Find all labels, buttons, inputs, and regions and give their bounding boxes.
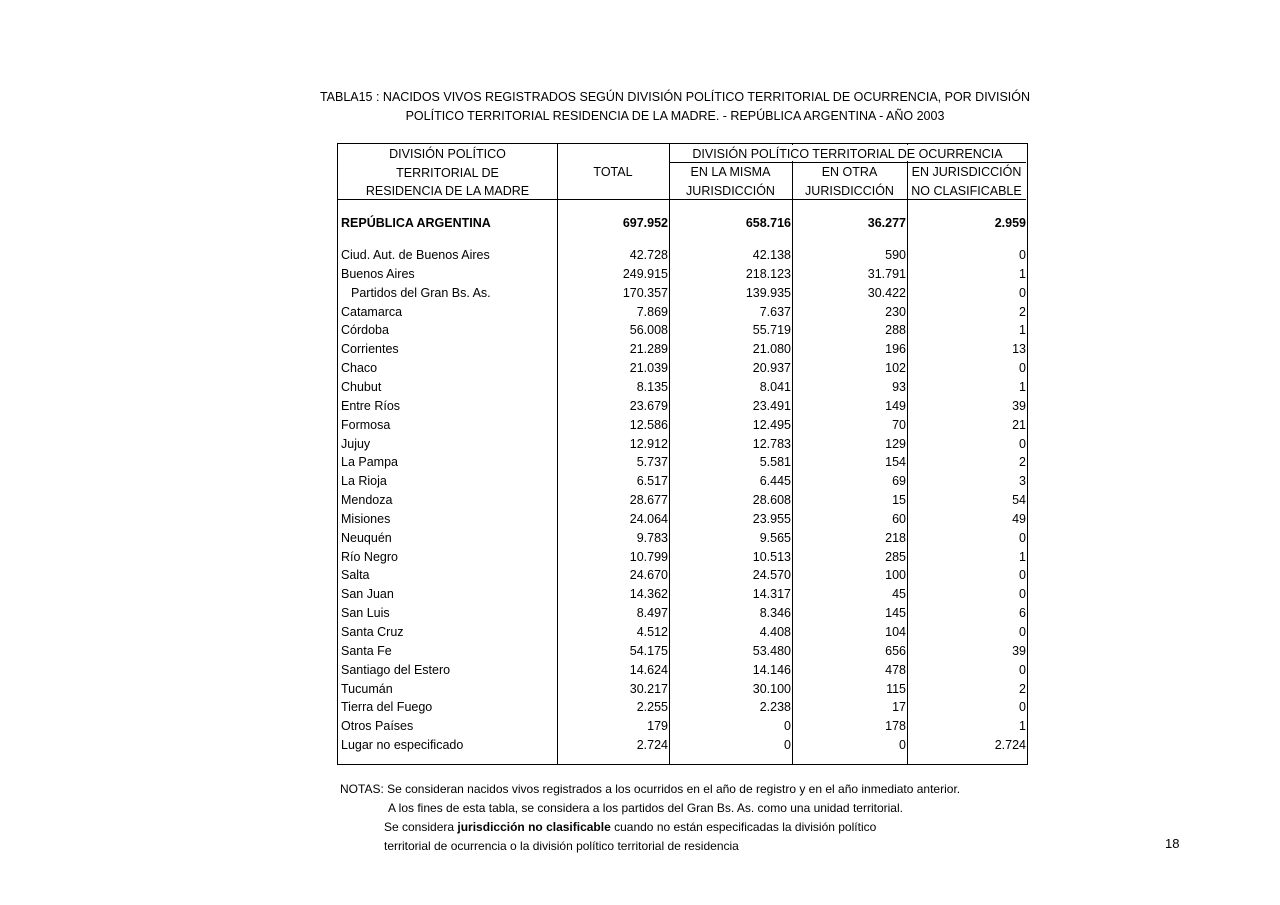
row-name: Partidos del Gran Bs. As. — [351, 285, 491, 300]
row-misma: 4.408 — [759, 625, 791, 639]
row-no-clasificable: 0 — [1019, 285, 1026, 300]
row-name: Jujuy — [341, 436, 371, 451]
table-row — [338, 623, 1029, 642]
header-ocurrencia: DIVISIÓN POLÍTICO TERRITORIAL DE OCURRENCIA — [692, 147, 1003, 161]
data-table — [337, 143, 1028, 765]
row-misma: 139.935 — [745, 285, 791, 300]
row-misma: 12.783 — [752, 436, 791, 451]
row-otra: 0 — [899, 738, 906, 753]
row-no-clasificable: 0 — [1019, 436, 1026, 451]
total-row — [338, 214, 1029, 233]
row-misma: 30.100 — [752, 681, 791, 696]
row-no-clasificable: 13 — [1012, 342, 1026, 357]
table-row — [338, 642, 1029, 661]
table-row — [338, 472, 1029, 491]
row-otra: 60 — [892, 511, 906, 526]
row-total: 9.783 — [636, 530, 668, 545]
row-total: 12.586 — [629, 417, 668, 432]
row-misma: 8.041 — [759, 379, 791, 394]
row-total: 170.357 — [622, 285, 668, 300]
row-otra: 100 — [885, 568, 906, 583]
row-total: 697.952 — [622, 216, 668, 230]
table-row — [338, 717, 1029, 736]
row-total: 5.737 — [636, 455, 668, 470]
row-otra: 70 — [892, 417, 906, 432]
notes-line-2: A los fines de esta tabla, se considera a los partidos del Gran Bs. As. como una unidad territorial. — [388, 801, 903, 815]
row-name: Lugar no especificado — [341, 738, 464, 753]
row-no-clasificable: 6 — [1019, 606, 1026, 621]
table-row — [338, 604, 1029, 623]
row-misma: 6.445 — [759, 474, 791, 489]
row-no-clasificable: 0 — [1019, 700, 1026, 715]
row-otra: 17 — [892, 700, 906, 715]
row-total: 24.670 — [629, 568, 668, 583]
row-otra: 478 — [885, 662, 906, 677]
row-no-clasificable: 1 — [1019, 719, 1026, 734]
row-name: Santiago del Estero — [341, 662, 451, 677]
row-name: Corrientes — [341, 342, 399, 357]
row-no-clasificable: 54 — [1012, 493, 1026, 508]
row-misma: 20.937 — [752, 361, 791, 376]
table-row — [338, 661, 1029, 680]
row-total: 21.039 — [629, 361, 668, 376]
row-no-clasificable: 2 — [1019, 681, 1026, 696]
row-otra: 36.277 — [867, 216, 906, 230]
row-name: San Luis — [341, 606, 390, 621]
table-row — [338, 510, 1029, 529]
row-total: 54.175 — [629, 643, 668, 658]
row-name: Catamarca — [341, 304, 403, 319]
notes-line-4: territorial de ocurrencia o la división político territorial de residencia — [384, 839, 739, 853]
row-name: Santa Cruz — [341, 625, 404, 639]
row-misma: 14.317 — [752, 587, 791, 602]
row-otra: 31.791 — [867, 266, 906, 281]
row-total: 249.915 — [622, 266, 668, 281]
row-otra: 285 — [885, 549, 906, 564]
row-no-clasificable: 1 — [1019, 323, 1026, 338]
row-name: San Juan — [341, 587, 394, 602]
table-row — [338, 284, 1029, 303]
row-name: Río Negro — [341, 549, 398, 564]
header-misma: EN LA MISMA JURISDICCIÓN — [686, 165, 775, 198]
row-name: Entre Ríos — [341, 398, 401, 413]
row-total: 6.517 — [636, 474, 668, 489]
row-total: 28.677 — [629, 493, 668, 508]
row-misma: 218.123 — [745, 266, 791, 281]
row-otra: 104 — [885, 625, 906, 639]
header-total: TOTAL — [593, 165, 633, 179]
title-line-1: TABLA15 : NACIDOS VIVOS REGISTRADOS SEGÚN DIVISIÓN POLÍTICO TERRITORIAL DE OCURRENCIA, POR DIVISIÓN — [319, 90, 1031, 104]
row-otra: 129 — [885, 436, 906, 451]
table-row — [338, 321, 1029, 340]
row-misma: 21.080 — [752, 342, 791, 357]
row-misma: 8.346 — [759, 606, 791, 621]
table-row — [338, 529, 1029, 548]
table-row — [338, 566, 1029, 585]
row-no-clasificable: 0 — [1019, 625, 1026, 639]
row-total: 12.912 — [629, 436, 668, 451]
table-row — [338, 435, 1029, 454]
row-no-clasificable: 39 — [1012, 398, 1026, 413]
row-otra: 93 — [892, 379, 906, 394]
row-name: Ciud. Aut. de Buenos Aires — [341, 248, 490, 262]
row-name: Neuquén — [341, 530, 392, 545]
title-line-2: POLÍTICO TERRITORIAL RESIDENCIA DE LA MADRE. - REPÚBLICA ARGENTINA - AÑO 2003 — [405, 109, 945, 123]
row-otra: 154 — [885, 455, 906, 470]
row-otra: 30.422 — [867, 285, 906, 300]
table-row — [338, 548, 1029, 567]
row-name: Santa Fe — [341, 643, 392, 658]
row-no-clasificable: 2.724 — [994, 738, 1026, 753]
header-division: DIVISIÓN POLÍTICO TERRITORIAL DE RESIDENCIA DE LA MADRE — [365, 147, 530, 198]
row-otra: 145 — [885, 606, 906, 621]
row-misma: 23.491 — [752, 398, 791, 413]
row-name: Tierra del Fuego — [341, 700, 433, 715]
row-misma: 23.955 — [752, 511, 791, 526]
row-misma: 9.565 — [759, 530, 791, 545]
row-name: REPÚBLICA ARGENTINA — [341, 216, 491, 230]
row-total: 14.362 — [629, 587, 668, 602]
row-otra: 102 — [885, 361, 906, 376]
row-misma: 0 — [784, 738, 791, 753]
row-misma: 2.238 — [759, 700, 791, 715]
table-row — [338, 416, 1029, 435]
row-total: 23.679 — [629, 398, 668, 413]
row-misma: 0 — [784, 719, 791, 734]
table-row — [338, 397, 1029, 416]
table-row — [338, 378, 1029, 397]
header-otra: EN OTRA JURISDICCIÓN — [805, 165, 894, 198]
notes-line-1: NOTAS: Se consideran nacidos vivos registrados a los ocurridos en el año de registro y en el año inmediato anterior. — [340, 782, 961, 796]
row-name: Chubut — [341, 379, 382, 394]
row-name: Otros Países — [341, 719, 414, 734]
row-misma: 5.581 — [759, 455, 791, 470]
row-name: Formosa — [341, 417, 391, 432]
row-name: Salta — [341, 568, 370, 583]
row-total: 30.217 — [629, 681, 668, 696]
row-total: 2.724 — [636, 738, 668, 753]
row-no-clasificable: 2.959 — [994, 216, 1026, 230]
row-misma: 55.719 — [752, 323, 791, 338]
row-total: 8.135 — [636, 379, 668, 394]
row-name: Mendoza — [341, 493, 393, 508]
row-otra: 45 — [892, 587, 906, 602]
row-misma: 28.608 — [752, 493, 791, 508]
table-row — [338, 303, 1029, 322]
row-otra: 218 — [885, 530, 906, 545]
table-row — [338, 265, 1029, 284]
row-total: 56.008 — [629, 323, 668, 338]
row-otra: 590 — [885, 248, 906, 262]
row-no-clasificable: 49 — [1012, 511, 1026, 526]
row-otra: 196 — [885, 342, 906, 357]
table-row — [338, 359, 1029, 378]
row-total: 8.497 — [636, 606, 668, 621]
row-no-clasificable: 0 — [1019, 568, 1026, 583]
table-row — [338, 453, 1029, 472]
row-misma: 24.570 — [752, 568, 791, 583]
table-row — [338, 246, 1029, 265]
row-total: 7.869 — [636, 304, 668, 319]
row-otra: 656 — [885, 643, 906, 658]
table-row — [338, 698, 1029, 717]
row-no-clasificable: 0 — [1019, 248, 1026, 262]
row-total: 42.728 — [629, 248, 668, 262]
row-no-clasificable: 0 — [1019, 662, 1026, 677]
row-otra: 288 — [885, 323, 906, 338]
row-name: La Pampa — [341, 455, 398, 470]
table-row — [338, 680, 1029, 699]
row-misma: 7.637 — [759, 304, 791, 319]
table-row — [338, 491, 1029, 510]
row-total: 14.624 — [629, 662, 668, 677]
row-otra: 115 — [886, 681, 906, 696]
row-otra: 230 — [885, 304, 906, 319]
row-otra: 149 — [885, 398, 906, 413]
notes-emphasis: jurisdicción no clasificable — [457, 820, 611, 834]
row-otra: 178 — [885, 719, 906, 734]
row-name: Córdoba — [341, 323, 389, 338]
table-row — [338, 585, 1029, 604]
row-otra: 15 — [892, 493, 906, 508]
row-no-clasificable: 0 — [1019, 361, 1026, 376]
row-no-clasificable: 39 — [1012, 643, 1026, 658]
row-name: Tucumán — [341, 681, 393, 696]
header-no-clasificable: EN JURISDICCIÓN NO CLASIFICABLE — [911, 165, 1022, 198]
row-no-clasificable: 3 — [1019, 474, 1026, 489]
row-no-clasificable: 1 — [1019, 379, 1026, 394]
row-name: Chaco — [341, 361, 378, 376]
row-total: 24.064 — [629, 511, 668, 526]
row-no-clasificable: 1 — [1019, 266, 1026, 281]
table-title — [300, 88, 1050, 126]
row-total: 21.289 — [629, 342, 668, 357]
row-no-clasificable: 2 — [1019, 304, 1026, 319]
row-total: 4.512 — [636, 625, 668, 639]
row-total: 10.799 — [629, 549, 668, 564]
table-row — [338, 736, 1029, 755]
row-name: Misiones — [341, 511, 391, 526]
row-name: La Rioja — [341, 474, 387, 489]
row-misma: 658.716 — [745, 216, 791, 230]
row-no-clasificable: 0 — [1019, 587, 1026, 602]
row-misma: 12.495 — [752, 417, 791, 432]
row-misma: 10.513 — [752, 549, 791, 564]
row-no-clasificable: 1 — [1019, 549, 1026, 564]
row-no-clasificable: 0 — [1019, 530, 1026, 545]
page-number: 18 — [1165, 836, 1180, 851]
table-row — [338, 340, 1029, 359]
row-no-clasificable: 21 — [1012, 417, 1026, 432]
row-total: 179 — [647, 719, 668, 734]
row-misma: 53.480 — [752, 643, 791, 658]
row-misma: 42.138 — [752, 248, 791, 262]
row-otra: 69 — [892, 474, 906, 489]
row-no-clasificable: 2 — [1019, 455, 1026, 470]
row-total: 2.255 — [636, 700, 668, 715]
notes-line-3: Se considera jurisdicción no clasificable cuando no están especificadas la división político — [384, 820, 877, 834]
row-misma: 14.146 — [752, 662, 791, 677]
row-name: Buenos Aires — [341, 266, 415, 281]
